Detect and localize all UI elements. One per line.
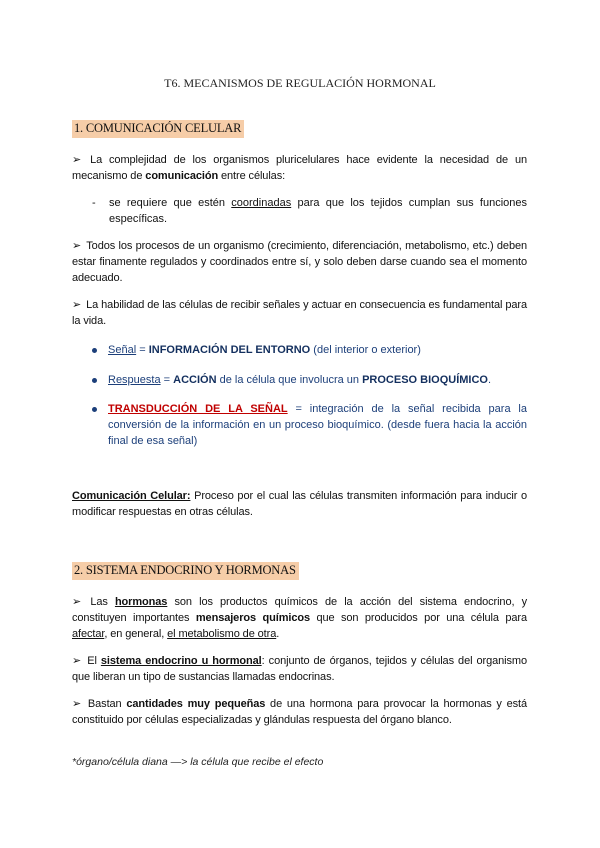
bullet-dot-icon [92,348,97,353]
bold-term: hormonas [114,596,168,608]
bold-term: PROCESO BIOQUÍMICO [362,374,488,386]
arrow-bullet-icon: ➢ [72,596,82,608]
dash-marker: - [92,197,96,209]
document-title: T6. MECANISMOS DE REGULACIÓN HORMONAL [164,76,436,90]
bullet-dot-icon [92,378,97,383]
definition-term: Comunicación Celular: [72,490,191,502]
underlined-term: Señal [108,344,137,356]
definition-text: Proceso por el cual las células transmiten información para inducir o modificar respuestas en otras células. [72,490,527,518]
highlighted-term: TRANSDUCCIÓN DE LA SEÑAL [108,403,288,415]
underlined-term: Respuesta [108,374,161,386]
bold-term: comunicación [145,170,219,182]
paragraph-sistema-endocrino: ➢ El sistema endocrino u hormonal: conjunto de órganos, tejidos y células del organismo que liberan un tipo de sustancias llamadas endocrinas. [72,655,527,683]
paragraph-text: La complejidad de los organismos pluricelulares hace evidente la necesidad de un mecanismo de [72,154,527,182]
paragraph-hormonas: ➢ Las hormonas son los productos químicos de la acción del sistema endocrino, y constituyen importantes mensajeros químicos que son producidos por una célula para afectar, en general, el metabolismo de otra. [72,596,528,640]
bold-term: mensajeros químicos [195,612,310,624]
bold-term: INFORMACIÓN DEL ENTORNO [148,344,311,356]
definition-comunicacion-celular [72,488,527,520]
paragraph-text: La habilidad de las células de recibir señales y actuar en consecuencia es fundamental para la vida. [72,299,527,327]
bullet-dot-icon [92,407,97,412]
footnote-organo-diana: *órgano/célula diana —> la célula que recibe el efecto [72,756,324,768]
dash-list-item [92,195,527,227]
underlined-term: afectar [72,628,105,640]
paragraph-text: entre células: [218,170,286,182]
bold-term: ACCIÓN [173,374,217,386]
paragraph-habilidad [72,297,527,329]
underlined-term: el metabolismo de otra [167,628,277,640]
bullet-item-transduccion: TRANSDUCCIÓN DE LA SEÑAL = integración de la señal recibida para la conversión de la información en un proceso bioquímico. (desde fuera hacia la acción final de esa señal) [92,401,527,449]
bold-term: sistema endocrino u hormonal [100,655,262,667]
paragraph-cantidades: ➢ Bastan cantidades muy pequeñas de una hormona para provocar la hormonas y está constituido por células especializadas y glándulas respuesta del órgano blanco. [72,698,527,726]
paragraph-procesos [72,238,527,286]
arrow-bullet-icon: ➢ [72,154,82,166]
underlined-term: coordinadas [231,197,292,209]
arrow-bullet-icon: ➢ [72,655,82,667]
paragraph-text: Todos los procesos de un organismo (crecimiento, diferenciación, metabolismo, etc.) deben estar finamente regulados y coordinados entre sí, y solo deben darse cuando sea el momento adecuado. [72,240,527,284]
bullet-item-respuesta: Respuesta = ACCIÓN de la célula que involucra un PROCESO BIOQUÍMICO. [92,372,527,388]
arrow-bullet-icon: ➢ [72,240,82,252]
arrow-bullet-icon: ➢ [72,698,82,710]
section-heading-comunicacion: 1. COMUNICACIÓN CELULAR [72,120,244,138]
dash-item-text: se requiere que estén coordinadas para que los tejidos cumplan sus funciones específicas. [109,197,527,225]
arrow-bullet-icon: ➢ [72,299,82,311]
bullet-item-senal: Señal = INFORMACIÓN DEL ENTORNO (del interior o exterior) [92,342,527,358]
section-heading-sistema-endocrino: 2. SISTEMA ENDOCRINO Y HORMONAS [72,562,299,580]
bold-term: cantidades muy pequeñas [126,698,266,710]
paragraph-complejidad [72,152,527,184]
